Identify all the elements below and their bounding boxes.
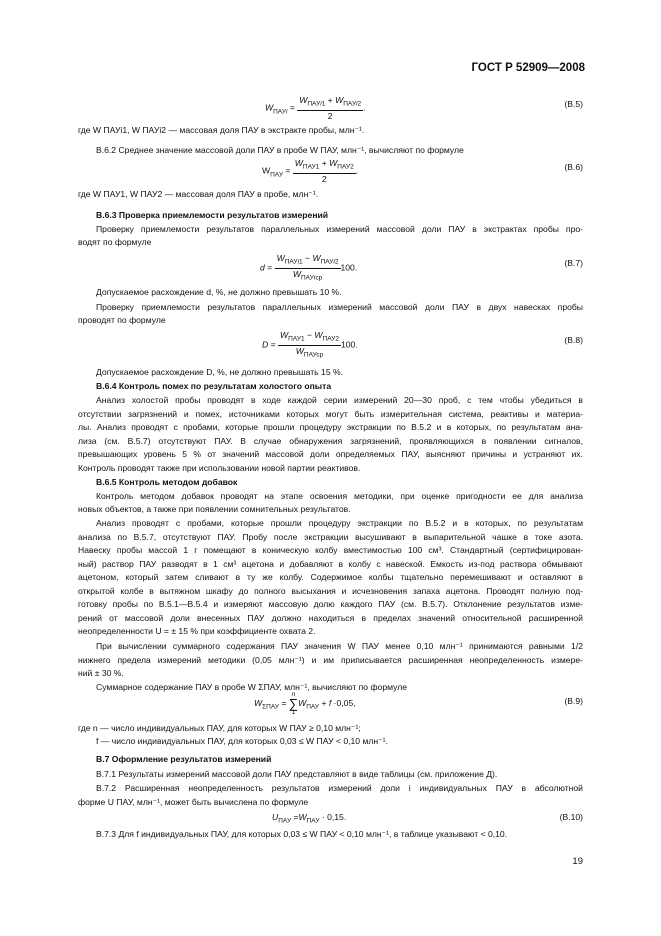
equation-number-b7: (В.7) — [564, 258, 583, 268]
formula-b7: d = $\frac{W_{ПАУi1} - W_{ПАУi2}}{W_{ПАУiср}}$ 100. — [260, 253, 358, 282]
text-line-35: f — число индивидуальных ПАУ, для которых 0,03 ≤ W ПАУ < 0,10 млн⁻¹. — [96, 736, 388, 746]
text-line-38: В.7.2 Расширенная неопределенность результатов измерений доли i индивидуальных ПАУ в абсолютной — [96, 783, 583, 793]
section-heading-b63: В.6.3 Проверка приемлемости результатов измерений — [96, 210, 329, 220]
text-line-29: неопределенности U = ± 15 % при коэффициенте охвата 2. — [78, 626, 316, 636]
text-line-31: нижнего предела измерений методики (0,05 млн⁻¹) и им приписывается расширенная неопределенность измере- — [78, 655, 583, 665]
text-line-28: рений от массовой доли внесенных ПАУ должно находиться в пределах значений относительной расширенной — [78, 613, 583, 623]
text-line-27: готовку пробы по В.5.1—В.5.4 и измеряют массовую долю каждого ПАУ (см. В.5.7). Отклонение результатов изме- — [78, 599, 583, 609]
text-line-9: проводят по формуле — [78, 315, 166, 325]
text-line-17: Контроль проводят также при использовании новой партии реактивов. — [78, 463, 361, 473]
section-heading-b64: В.6.4 Контроль помех по результатам холостого опыта — [96, 381, 332, 391]
text-line-22: анализа по В.5.7, отсутствуют ПАУ. Пробу после экстракции высушивают в выпарительной чашке в токе азота. — [78, 532, 583, 542]
text-line-25: ацетоном, который затем сливают в ту же колбу. Содержимое колбы тщательно перемешивают и оставляют в — [78, 572, 583, 582]
text-line-34: где n — число индивидуальных ПАУ, для которых W ПАУ ≥ 0,10 млн⁻¹; — [78, 723, 361, 733]
text-line-39: форме U ПАУ, млн⁻¹, может быть вычислена по формуле — [78, 797, 309, 807]
text-line-30: При вычислении суммарного содержания ПАУ значения W ПАУ менее 0,10 млн⁻¹ принимаются равными 1/2 — [96, 641, 583, 651]
text-line-40: В.7.3 Для f индивидуальных ПАУ, для которых 0,03 ≤ W ПАУ < 0,10 млн⁻¹, в таблице указывают < 0,10. — [96, 829, 508, 839]
text-line-2: В.6.2 Среднее значение массовой доли ПАУ в пробе W ПАУ, млн⁻¹, вычисляют по формуле — [96, 145, 464, 155]
formula-b9: $W_{\Sigma ПАУ}$ = n ∑ 1 $W_{ПАУ} + f \cdot 0,05$, — [254, 691, 356, 716]
text-line-21: Анализ проводят с пробами, которые прошли процедуру экстракции по В.5.2 и в которых, по результатам — [96, 518, 583, 528]
text-line-8: Проверку приемлемости результатов параллельных измерений массовой доли ПАУ в двух навесках пробы — [96, 302, 583, 312]
text-line-10: Допускаемое расхождение D, %, не должно превышать 15 %. — [96, 367, 344, 377]
formula-b8: D = $\frac{W_{ПАУ1} - W_{ПАУ2}}{W_{ПАУср}}$ 100. — [262, 330, 358, 359]
text-line-26: открытой колбе в вытяжном шкафу до полного высыхания и исчезновения запаха ацетона. Проводят полную под- — [78, 586, 583, 596]
formula-b5: $W_{ПАУi}$ = $\frac{W_{ПАУi1} + W_{ПАУi2}}{2}$ . — [265, 95, 366, 121]
section-heading-b65: В.6.5 Контроль методом добавок — [96, 477, 238, 487]
text-line-7: Допускаемое расхождение d, %, не должно превышать 10 %. — [96, 287, 342, 297]
text-line-19: Контроль методом добавок проводят на этапе освоения методики, при оценке пригодности ее для анализа — [96, 491, 583, 501]
text-line-3: где W ПАУ1, W ПАУ2 — массовая доля ПАУ в пробе, млн⁻¹. — [78, 189, 319, 199]
equation-number-b5: (В.5) — [564, 99, 583, 109]
equation-number-b10: (В.10) — [559, 812, 583, 822]
section-heading-b7: В.7 Оформление результатов измерений — [96, 754, 272, 764]
text-line-6: водят по формуле — [78, 237, 152, 247]
text-line-37: В.7.1 Результаты измерений массовой доли ПАУ представляют в виде таблицы (см. приложение Д). — [96, 769, 498, 779]
text-line-20: новых объектов, а также при появлении сомнительных результатов. — [78, 504, 351, 514]
equation-number-b6: (В.6) — [564, 162, 583, 172]
text-line-16: превышающих уровень 5 % от значений массовой доли определяемых ПАУ, выясняют причины и устраняют их. — [78, 449, 583, 459]
equation-number-b8: (В.8) — [564, 335, 583, 345]
text-line-14: лы. Анализ проводят с пробами, которые прошли процедуру экстракции по В.5.2 и в которых, по результатам ана- — [78, 422, 583, 432]
page-number: 19 — [572, 856, 583, 867]
text-line-13: отсутствии загрязнений и помех, источниками которых могут быть измерительная система, реактивы и материа- — [78, 409, 583, 419]
text-line-15: лиза (см. В.5.7) отсутствуют ПАУ. В случае обнаружения загрязнений, проявляющихся в появлении сигналов, — [78, 436, 583, 446]
text-line-24: ный) раствор ПАУ разводят в 1 см³ ацетона и добавляют в колбу с навеской. Емкость из-под раствора обмывают — [78, 559, 583, 569]
equation-number-b9: (В.9) — [564, 696, 583, 706]
text-line-1: где W ПАУi1, W ПАУi2 — массовая доля ПАУ в экстракте пробы, млн⁻¹. — [78, 125, 365, 135]
text-line-32: ний ± 30 %. — [78, 668, 124, 678]
document-header: ГОСТ Р 52909—2008 — [471, 62, 585, 74]
text-line-23: Навеску пробы массой 1 г помещают в коническую колбу вместимостью 100 см³. Стандартный (сертифицирован- — [78, 545, 583, 555]
text-line-5: Проверку приемлемости результатов параллельных измерений массовой доли ПАУ в экстрактах пробы про- — [96, 224, 583, 234]
text-line-12: Анализ холостой пробы проводят в ходе каждой серии измерений 20—30 проб, с тем чтобы убедиться в — [96, 395, 583, 405]
text-line-33: Суммарное содержание ПАУ в пробе W ΣПАУ, млн⁻¹, вычисляют по формуле — [96, 682, 408, 692]
formula-b10: $U_{ПАУ} =W_{ПАУ} \cdot 0,15$. — [272, 812, 347, 825]
formula-b6: $W_{ПАУ}$ = $\frac{W_{ПАУ1} + W_{ПАУ2}}{2}$ . — [262, 158, 359, 184]
